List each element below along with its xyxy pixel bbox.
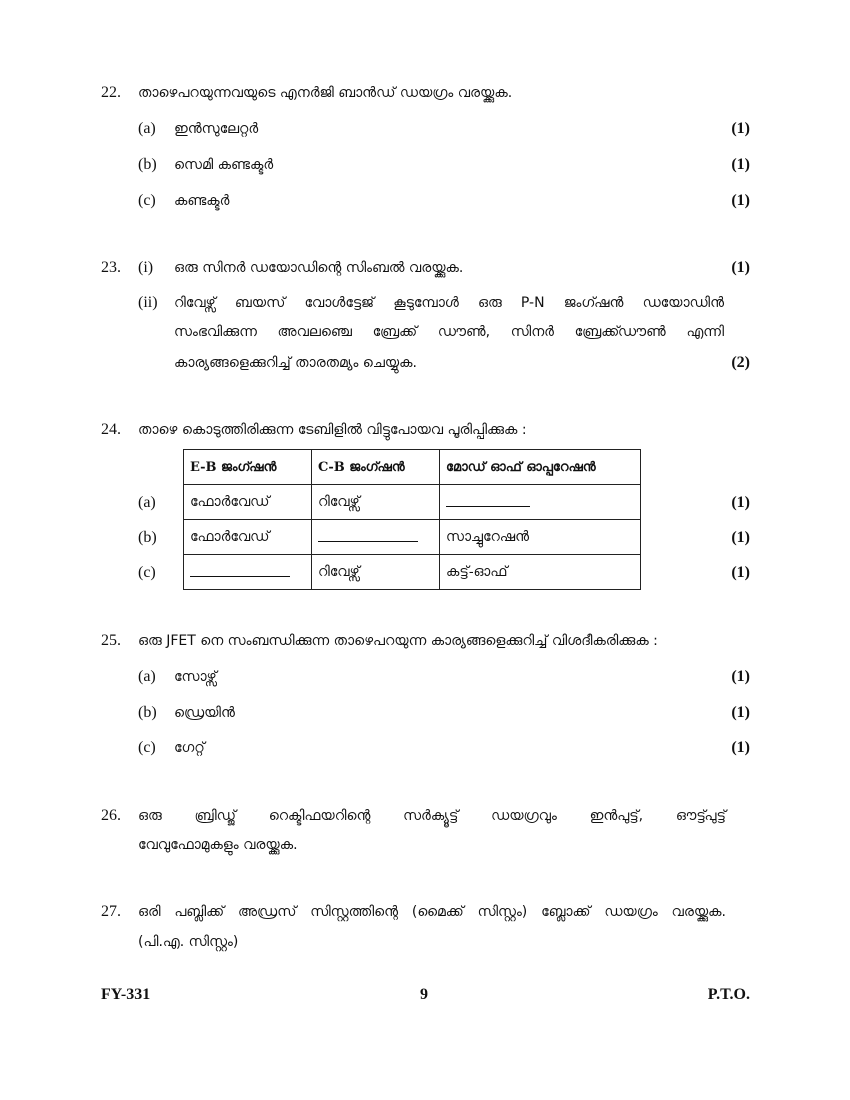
table-cell-a-eb: ഫോർവേഡ് <box>184 485 312 520</box>
table-header-eb: E-B ജംഗ്ഷൻ <box>184 450 312 485</box>
q23-i-text: ഒരു സിനർ ഡയോഡിന്റെ സിംബൽ വരയ്ക്കുക. <box>174 260 464 276</box>
q23-i-marks: (1) <box>731 259 750 276</box>
q22-a-marks: (1) <box>731 120 750 137</box>
q22-c-marks: (1) <box>731 192 750 209</box>
table-cell-a-cb: റിവേഴ്സ് <box>312 485 440 520</box>
transistor-table <box>183 449 641 590</box>
table-cell-c-eb <box>184 555 312 590</box>
pto-label: P.T.O. <box>707 986 750 1003</box>
q23-i-label: (i) <box>138 259 154 276</box>
table-cell-b-mode: സാച്ചുറേഷൻ <box>440 520 641 555</box>
table-cell-c-cb: റിവേഴ്സ് <box>312 555 440 590</box>
q25-b-marks: (1) <box>731 704 750 721</box>
q24-b-label: (b) <box>138 529 157 546</box>
q22-b-label: (b) <box>138 156 157 173</box>
q24-a-marks: (1) <box>731 494 750 511</box>
q22-b-text: സെമി കണ്ടക്ടർ <box>174 157 274 173</box>
answer-blank <box>190 564 290 577</box>
q25-a-text: സോഴ്സ് <box>174 669 217 685</box>
table-row <box>184 520 641 555</box>
q24-a-label: (a) <box>138 494 156 511</box>
answer-blank <box>318 529 418 542</box>
table-row <box>184 555 641 590</box>
q22-number: 22. <box>101 84 121 101</box>
q25-c-text: ഗേറ്റ് <box>174 740 205 756</box>
q23-number: 23. <box>101 259 121 276</box>
q24-c-label: (c) <box>138 564 156 581</box>
q27-line2: (പി.എ. സിസ്റ്റം) <box>138 934 239 950</box>
q24-c-marks: (1) <box>731 564 750 581</box>
q26-line1: ഒരു ബ്രിഡ്ജ് റെക്ടിഫയറിന്റെ സർക്യൂട്ട് ഡയഗ്രവും ഇൻപുട്ട്, ഔട്ട്പുട്ട് <box>138 808 726 824</box>
q25-b-label: (b) <box>138 704 157 721</box>
q25-c-marks: (1) <box>731 739 750 756</box>
table-cell-c-mode: കട്ട്-ഓഫ് <box>440 555 641 590</box>
q25-b-text: ഡ്രെയിൻ <box>174 705 235 721</box>
q24-text: താഴെ കൊടുത്തിരിക്കുന്ന ടേബിളിൽ വിട്ടുപോയവ പൂരിപ്പിക്കുക : <box>138 422 527 438</box>
q26-number: 26. <box>101 807 121 824</box>
table-header-cb: C-B ജംഗ്ഷൻ <box>312 450 440 485</box>
table-cell-b-eb: ഫോർവേഡ് <box>184 520 312 555</box>
q22-text: താഴെപറയുന്നവയുടെ എനർജി ബാൻഡ് ഡയഗ്രം വരയ്ക്കുക. <box>138 85 513 101</box>
q26-line2: വേവുഫോമുകളും വരയ്ക്കുക. <box>138 837 298 853</box>
table-cell-a-mode <box>440 485 641 520</box>
paper-code: FY-331 <box>101 986 151 1003</box>
q22-a-label: (a) <box>138 120 156 137</box>
q25-text: ഒരു JFET നെ സംബന്ധിക്കുന്ന താഴെപറയുന്ന കാര്യങ്ങളെക്കുറിച്ച് വിശദീകരിക്കുക : <box>138 633 658 649</box>
table-header-mode: മോഡ് ഓഫ് ഓപ്പറേഷൻ <box>440 450 641 485</box>
q27-number: 27. <box>101 903 121 920</box>
q23-ii-marks: (2) <box>731 354 750 371</box>
q22-c-text: കണ്ടക്ടർ <box>174 193 230 209</box>
q23-ii-line3: കാര്യങ്ങളെക്കുറിച്ച് താരതമ്യം ചെയ്യുക. <box>174 355 417 371</box>
q22-b-marks: (1) <box>731 156 750 173</box>
table-cell-b-cb <box>312 520 440 555</box>
table-row <box>184 485 641 520</box>
q25-c-label: (c) <box>138 739 156 756</box>
q24-number: 24. <box>101 421 121 438</box>
q23-ii-label: (ii) <box>138 294 158 311</box>
q27-line1: ഒരി പബ്ലിക്ക് അഡ്രസ് സിസ്റ്റത്തിന്റെ (മൈക്ക് സിസ്റ്റം) ബ്ലോക്ക് ഡയഗ്രം വരയ്ക്കുക. <box>138 904 726 920</box>
answer-blank <box>446 494 530 507</box>
q25-a-label: (a) <box>138 668 156 685</box>
q25-number: 25. <box>101 632 121 649</box>
q22-c-label: (c) <box>138 192 156 209</box>
q25-a-marks: (1) <box>731 668 750 685</box>
q22-a-text: ഇൻസുലേറ്റർ <box>174 121 259 137</box>
q23-ii-line1: റിവേഴ്സ് ബയസ് വോൾട്ടേജ് കൂടുമ്പോൾ ഒരു P-N ജംഗ്ഷൻ ഡയോഡിൻ <box>174 295 724 311</box>
table-header-row <box>184 450 641 485</box>
q23-ii-line2: സംഭവിക്കുന്ന അവലഞ്ചെ ബ്രേക്ക് ഡൗൺ, സിനർ ബ്രേക്ക്ഡൗൺ എന്നി <box>174 324 724 340</box>
q24-b-marks: (1) <box>731 529 750 546</box>
page-number: 9 <box>420 986 428 1003</box>
